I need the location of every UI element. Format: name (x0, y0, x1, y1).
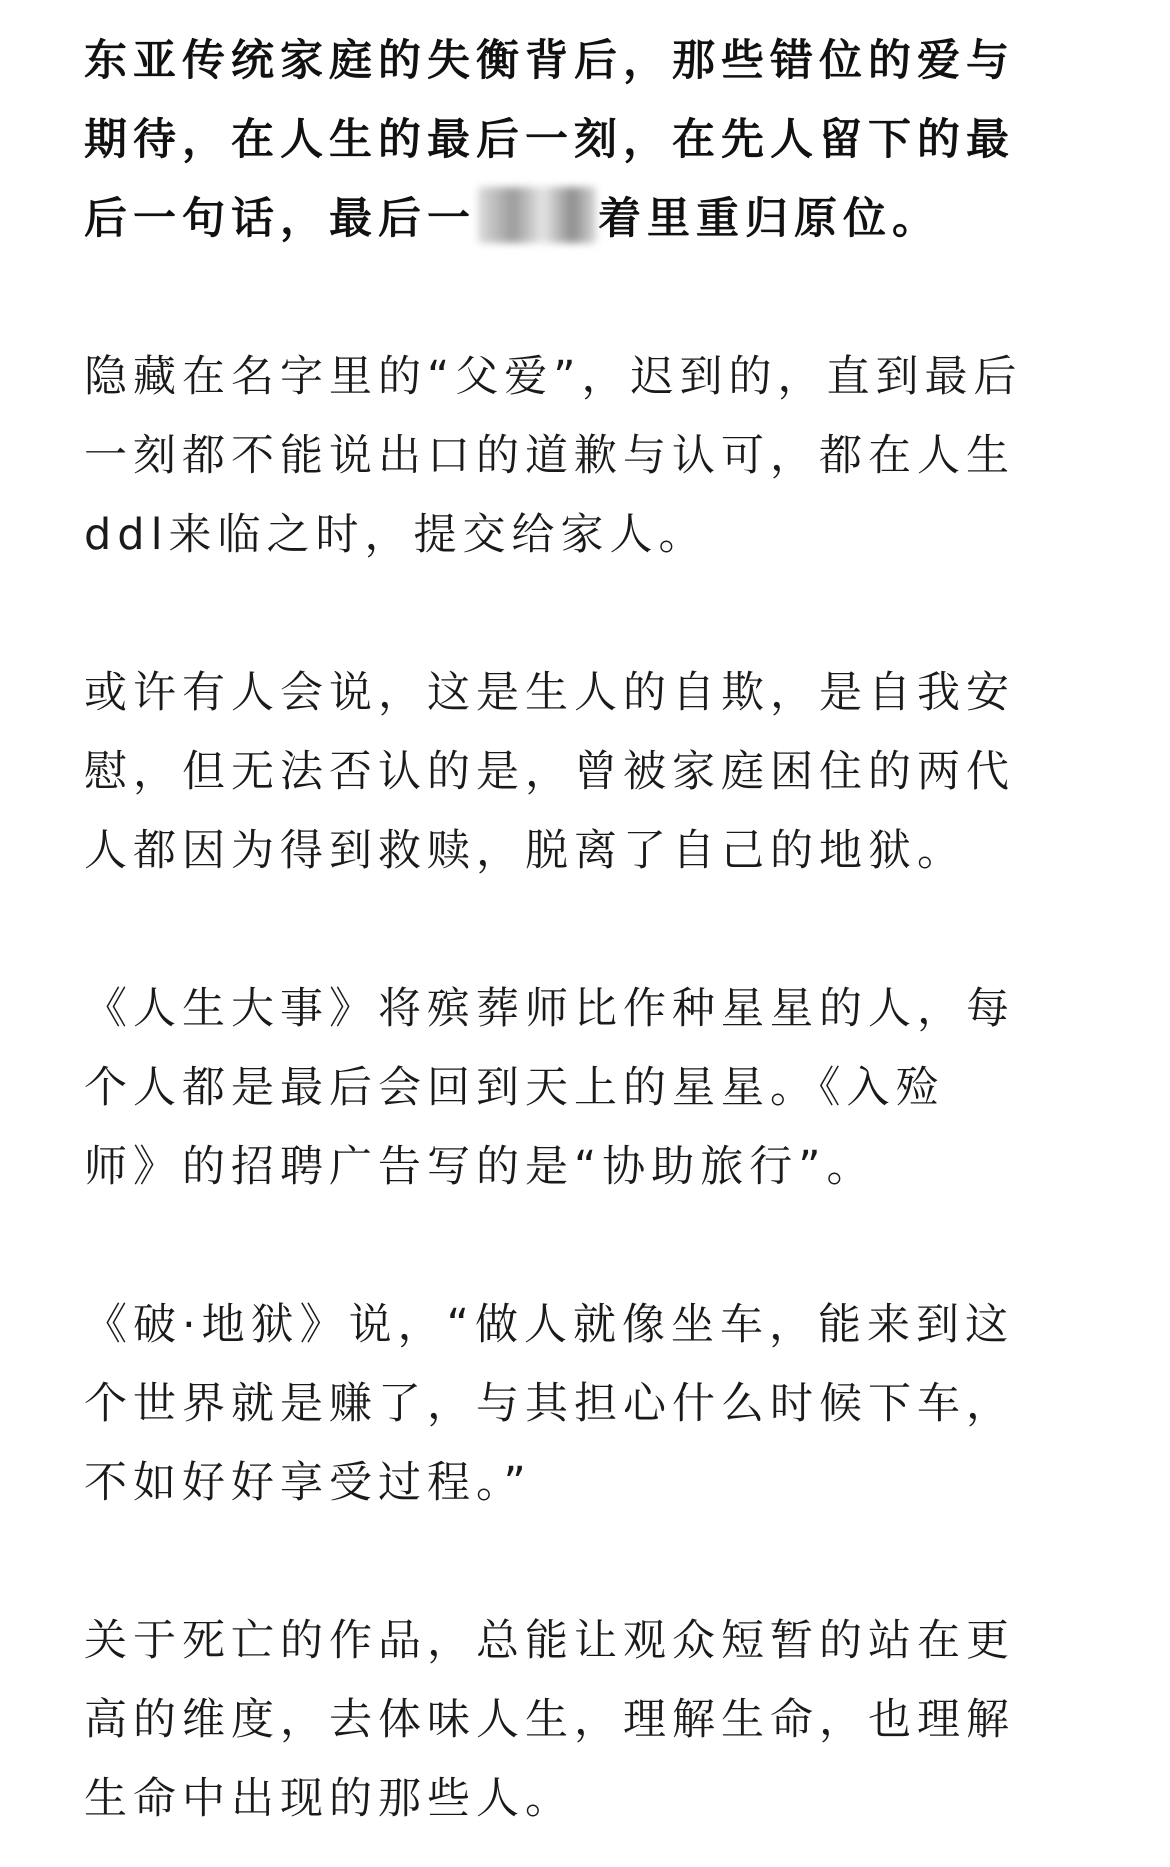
text-line: 《人生大事》将殡葬师比作种星星的人，每 (84, 984, 1015, 1034)
text-line: 关于死亡的作品，总能让观众短暂的站在更 (84, 1616, 1015, 1666)
text-segment: 着里重归原位。 (598, 194, 941, 244)
text-line: 隐藏在名字里的“父爱”，迟到的，直到最后 (84, 352, 1023, 402)
text-line: 个世界就是赚了，与其担心什么时候下车， (84, 1379, 1015, 1429)
paragraph-5 (84, 1286, 1044, 1523)
text-line: 期待，在人生的最后一刻，在先人留下的最 (84, 115, 1015, 165)
article-body (84, 22, 1044, 1839)
text-line (84, 180, 1044, 259)
text-line: 一刻都不能说出口的道歉与认可，都在人生 (84, 431, 1015, 481)
paragraph-2 (84, 338, 1044, 575)
text-line: 慰，但无法否认的是，曾被家庭困住的两代 (84, 747, 1015, 797)
paragraph-1 (84, 22, 1044, 259)
text-line: 或许有人会说，这是生人的自欺，是自我安 (84, 668, 1015, 718)
text-line: 东亚传统家庭的失衡背后，那些错位的爱与 (84, 36, 1015, 86)
text-line: 《破·地狱》说，“做人就像坐车，能来到这 (84, 1300, 1014, 1350)
text-line: 人都因为得到救赎，脱离了自己的地狱。 (84, 826, 966, 876)
paragraph-3 (84, 654, 1044, 891)
text-line: ddl来临之时，提交给家人。 (84, 510, 708, 560)
text-line: 生命中出现的那些人。 (84, 1774, 574, 1824)
text-line: 师》的招聘广告写的是“协助旅行”。 (84, 1142, 876, 1192)
text-line: 个人都是最后会回到天上的星星。《入殓 (84, 1063, 945, 1113)
paragraph-4 (84, 970, 1044, 1207)
paragraph-6 (84, 1602, 1044, 1839)
text-line: 不如好好享受过程。” (84, 1458, 532, 1508)
text-segment: 后一句话，最后一 (84, 194, 476, 244)
blurred-text-region (478, 187, 596, 243)
text-line: 高的维度，去体味人生，理解生命，也理解 (84, 1695, 1015, 1745)
